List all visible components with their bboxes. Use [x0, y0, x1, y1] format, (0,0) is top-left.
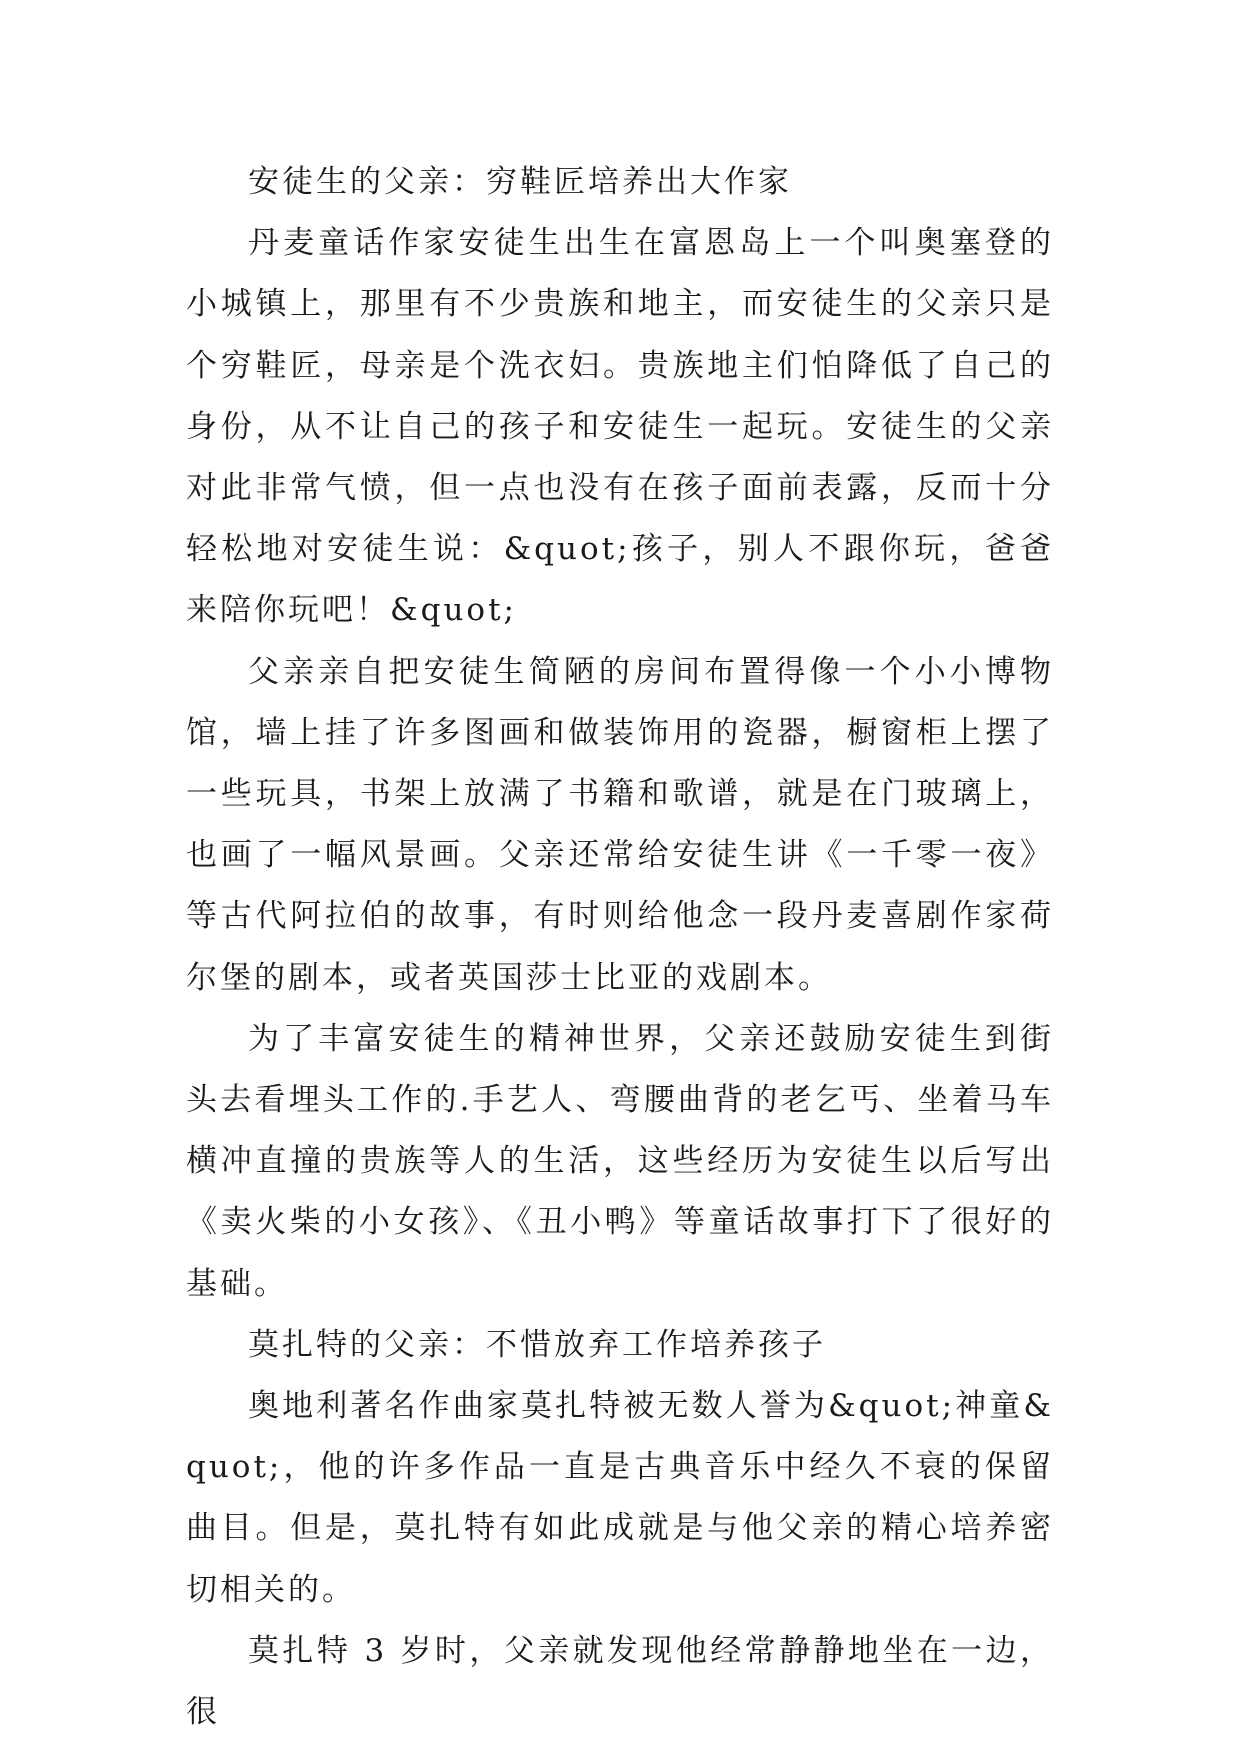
- paragraph-andersen-room: 父亲亲自把安徒生简陋的房间布置得像一个小小博物馆，墙上挂了许多图画和做装饰用的瓷器，橱窗柜上摆了一些玩具，书架上放满了书籍和歌谱，就是在门玻璃上，也画了一幅风景画。父亲还常给安徒生讲《一千零一夜》等古代阿拉伯的故事，有时则给他念一段丹麦喜剧作家荷尔堡的剧本，或者英国莎士比亚的戏剧本。: [186, 653, 1054, 996]
- paragraph-mozart-intro: 奥地利著名作曲家莫扎特被无数人誉为&quot;神童&quot;，他的许多作品一直是古典音乐中经久不衰的保留曲目。但是，莫扎特有如此成就是与他父亲的精心培养密切相关的。: [186, 1388, 1054, 1608]
- section-heading-andersen-father: 安徒生的父亲：穷鞋匠培养出大作家: [248, 164, 792, 200]
- paragraph-mozart-age-three: 莫扎特 3 岁时，父亲就发现他经常静静地坐在一边，很: [186, 1632, 1054, 1731]
- document-body: [186, 152, 1054, 1743]
- paragraph-andersen-childhood: 丹麦童话作家安徒生出生在富恩岛上一个叫奥塞登的小城镇上，那里有不少贵族和地主，而安徒生的父亲只是个穷鞋匠，母亲是个洗衣妇。贵族地主们怕降低了自己的身份，从不让自己的孩子和安徒生一起玩。安徒生的父亲对此非常气愤，但一点也没有在孩子面前表露，反而十分轻松地对安徒生说：&quot;孩子，别人不跟你玩，爸爸来陪你玩吧！&quot;: [186, 225, 1054, 629]
- paragraph-andersen-world: 为了丰富安徒生的精神世界，父亲还鼓励安徒生到街头去看埋头工作的.手艺人、弯腰曲背的老乞丐、坐着马车横冲直撞的贵族等人的生活，这些经历为安徒生以后写出《卖火柴的小女孩》、《丑小鸭》等童话故事打下了很好的基础。: [186, 1020, 1054, 1302]
- section-heading-mozart-father: 莫扎特的父亲：不惜放弃工作培养孩子: [248, 1326, 826, 1363]
